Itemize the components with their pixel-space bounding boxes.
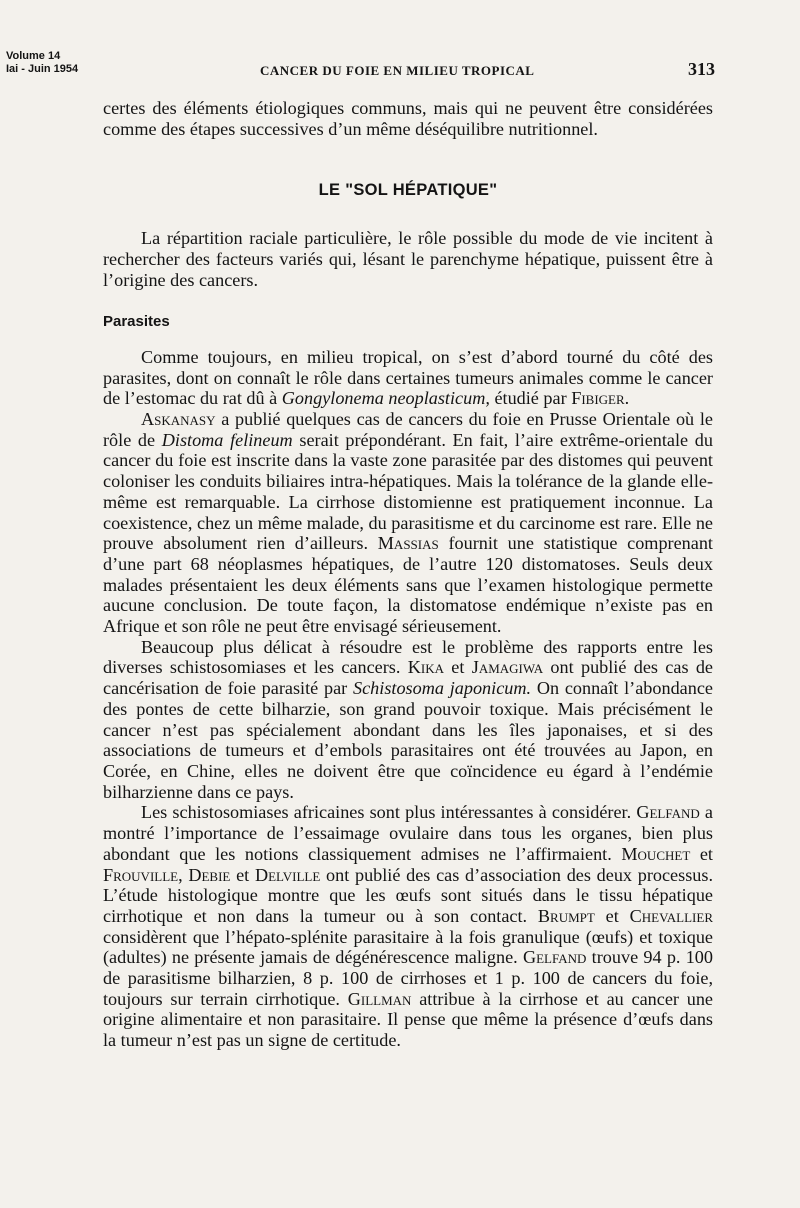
author-name: Delville [254,864,321,885]
author-name: Gelfand [636,802,700,823]
text-run: ont publié des cas de cancérisation de foie parasité par [103,657,713,699]
subsection-title: Parasites [103,313,170,331]
volume-info [6,50,78,76]
text-run: Les schistosomiases africaines sont plus intéressantes à considérer. [141,802,637,823]
text-run: a montré l’importance de l’essaimage ovulaire dans tous les organes, bien plus abondant que les notions classiquement admises ne l’affirmaient. [103,802,713,864]
text-run: a publié quelques cas de cancers du foie en Prusse Orientale où le rôle de [103,409,713,450]
author-name: Askanasy [141,409,216,430]
paragraph-distomes [103,409,713,637]
author-name: Gelfand [522,947,587,968]
paragraph-african-schistosomiases [103,802,713,1050]
author-name: Massias [377,533,439,554]
author-name: Mouchet [621,843,691,864]
volume-number: Volume 14 [6,50,61,62]
text-run: fournit une statistique comprenant d’une part 68 néoplasmes hépatiques, de l’autre 120 distomatoses. Seuls deux malades présentaient les deux éléments sans que l’examen histologique permette aucune conclusion. De toute façon, la distomatose endémique n’existe pas en Afrique et son rôle ne peut être envisagé sérieusement. [103,533,713,637]
text-run: étudié par [489,388,572,409]
intro-paragraph: certes des éléments étiologiques communs, mais qui ne peuvent être considérées comme des étapes successives d’un même déséquilibre nutritionnel. [103,98,713,139]
author-name: Kika [407,657,444,678]
text-run: Comme toujours, en milieu tropical, on s’est d’abord tourné du côté des parasites, dont on connaît le rôle dans certaines tumeurs animales comme le cancer de l’estomac du rat dû à [103,346,713,409]
text-run: serait prépondérant. En fait, l’aire extrême-orientale du cancer du foie est inscrite dans la vaste zone parasitée par des distomes qui peuvent coloniser les conduits biliaires intra-hépatiques. Mais la tolérance de la glande elle-même est remarquable. La cirrhose distomienne est pratiquement inconnue. La coexistence, chez un même malade, du parasitisme et du carcinome est rare. Elle ne prouve absolument rien d’ailleurs. [103,429,713,554]
species-name: Distoma felineum [161,429,293,450]
species-name: Schistosoma japonicum. [353,678,532,699]
author-name: Frouville, Debie [103,864,231,885]
paragraph-schistosomiases [103,637,713,803]
text-run: ont publié des cas d’association des deux processus. L’étude histologique montre que les œufs sont situés dans le tissu hépatique cirrhotique et non dans la tumeur ou à son contact. [103,864,713,926]
text-run: et [594,905,630,926]
text-run: et [690,843,713,864]
text-run: considèrent que l’hépato-splénite parasitaire à la fois granulique (œufs) et toxique (adultes) ne présente jamais de dégénérescence maligne. [103,926,713,968]
author-name: Chevallier [629,905,713,926]
text-run: . [624,388,630,409]
running-title: CANCER DU FOIE EN MILIEU TROPICAL [260,63,535,78]
author-name: Jamagiwa [471,657,544,678]
paragraph-parasites [103,347,713,409]
author-name: Gillman [347,988,412,1009]
species-name: Gongylonema neoplasticum, [281,388,490,409]
text-run: trouve 94 p. 100 de parasitisme bilharzien, 8 p. 100 de cirrhoses et 1 p. 100 de cancers du foie, toujours sur terrain cirrhotique. [103,947,713,1009]
author-name: Fibiger [571,388,625,409]
section-paragraph: La répartition raciale particulière, le rôle possible du mode de vie incitent à rechercher des facteurs variés qui, lésant le parenchyme hépatique, puissent être à l’origine des cancers. [103,228,713,290]
issue-date: Iai - Juin 1954 [6,63,79,75]
text-run: Beaucoup plus délicat à résoudre est le problème des rapports entre les diverses schistosomiases et les cancers. [103,636,713,678]
text-run: et [230,864,255,885]
author-name: Brumpt [537,905,595,926]
text-run: On connaît l’abondance des pontes de cette bilharzie, son grand pouvoir toxique. Mais précisément le cancer n’est pas spécialement abondant dans les îles japonaises, et si des associations de tumeurs et d’embols parasitaires ont été trouvées au Japon, en Corée, en Chine, elles ne doivent être que coïncidence eu égard à l’endémie bilharzienne dans ce pays. [103,678,713,802]
section-title: LE "SOL HÉPATIQUE" [318,181,498,200]
text-run: attribue à la cirrhose et au cancer une origine alimentaire et non parasitaire. Il pense que même la présence d’œufs dans la tumeur n’est pas un signe de certitude. [103,988,713,1051]
page-number: 313 [688,59,715,79]
text-run: et [444,657,472,678]
body-text [103,98,713,1051]
